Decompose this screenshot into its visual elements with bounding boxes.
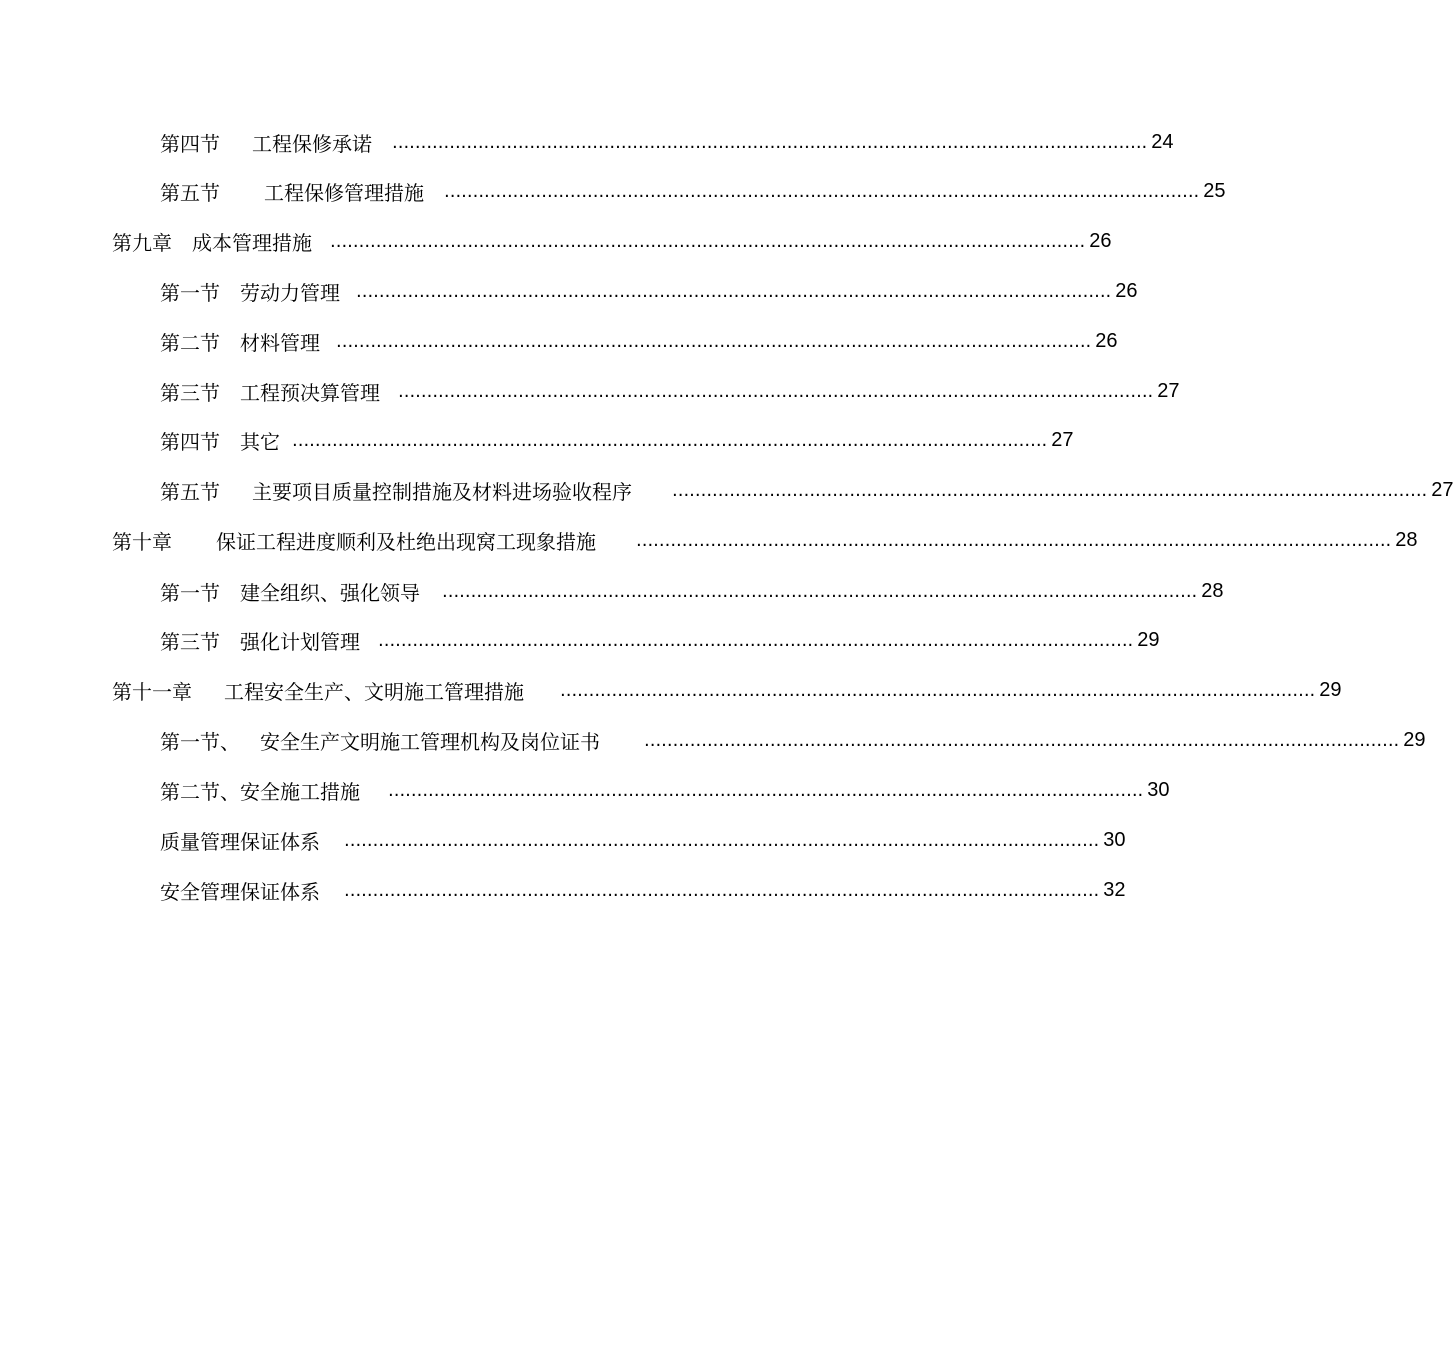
toc-entry-title: 质量管理保证体系 — [160, 829, 320, 854]
toc-entry[interactable] — [160, 627, 1160, 654]
toc-entry[interactable] — [160, 578, 1224, 605]
toc-entry-page: 28 — [1395, 528, 1418, 551]
toc-entry-page: 32 — [1103, 878, 1126, 901]
toc-entry-number: 第一节 — [160, 580, 220, 605]
toc-entry-page: 27 — [1051, 428, 1074, 451]
toc-entry-page: 27 — [1157, 379, 1180, 402]
toc-leader-dots: .................................................................................................................................... — [444, 181, 1200, 202]
toc-entry-title: 安全施工措施 — [240, 779, 360, 804]
toc-leader-dots: .................................................................................................................................... — [356, 281, 1112, 302]
toc-entry-number: 第二节、 — [160, 779, 240, 804]
toc-entry[interactable] — [160, 827, 1126, 854]
toc-entry[interactable] — [112, 228, 1112, 255]
toc-entry[interactable] — [160, 777, 1170, 804]
toc-entry-page: 26 — [1095, 329, 1118, 352]
toc-entry-number: 第三节 — [160, 380, 220, 405]
toc-entry[interactable] — [160, 278, 1138, 305]
toc-leader-dots: .................................................................................................................................... — [292, 430, 1048, 451]
toc-entry-number: 第四节 — [160, 429, 220, 454]
toc-entry-number: 第四节 — [160, 131, 220, 156]
toc-leader-dots: .................................................................................................................................... — [344, 880, 1100, 901]
toc-entry-number: 第十章 — [112, 529, 172, 554]
toc-entry[interactable] — [160, 178, 1226, 205]
toc-entry[interactable] — [160, 129, 1174, 156]
toc-entry-number: 第一节 — [160, 280, 220, 305]
toc-entry-title: 安全生产文明施工管理机构及岗位证书 — [260, 729, 600, 754]
toc-entry-title: 工程保修管理措施 — [264, 180, 424, 205]
toc-entry-title: 材料管理 — [240, 330, 320, 355]
toc-entry-number: 第二节 — [160, 330, 220, 355]
toc-entry-title: 建全组织、强化领导 — [240, 580, 420, 605]
toc-entry-page: 29 — [1137, 628, 1160, 651]
toc-entry-page: 30 — [1147, 778, 1170, 801]
toc-leader-dots: .................................................................................................................................... — [636, 530, 1392, 551]
toc-entry-title: 工程保修承诺 — [252, 131, 372, 156]
toc-leader-dots: .................................................................................................................................... — [644, 730, 1400, 751]
toc-entry-title: 工程预决算管理 — [240, 380, 380, 405]
toc-entry-page: 25 — [1203, 179, 1226, 202]
toc-entry-page: 24 — [1151, 130, 1174, 153]
toc-entry-page: 26 — [1115, 279, 1138, 302]
toc-entry-page: 29 — [1319, 678, 1342, 701]
toc-entry-page: 26 — [1089, 229, 1112, 252]
toc-leader-dots: .................................................................................................................................... — [344, 830, 1100, 851]
toc-entry-number: 第三节 — [160, 629, 220, 654]
toc-entry-title: 成本管理措施 — [192, 230, 312, 255]
toc-entry[interactable] — [160, 877, 1126, 904]
toc-entry[interactable] — [112, 527, 1418, 554]
toc-leader-dots: .................................................................................................................................... — [330, 231, 1086, 252]
toc-entry-page: 27 — [1431, 478, 1454, 501]
toc-entry-number: 第一节、 — [160, 729, 240, 754]
toc-entry[interactable] — [160, 328, 1118, 355]
toc-entry-title: 工程安全生产、文明施工管理措施 — [224, 679, 524, 704]
toc-leader-dots: .................................................................................................................................... — [336, 331, 1092, 352]
toc-leader-dots: .................................................................................................................................... — [672, 480, 1428, 501]
toc-entry-page: 30 — [1103, 828, 1126, 851]
toc-entry-title: 保证工程进度顺利及杜绝出现窝工现象措施 — [216, 529, 596, 554]
toc-entry[interactable] — [160, 427, 1074, 454]
toc-entry-page: 29 — [1403, 728, 1426, 751]
toc-entry-number: 第十一章 — [112, 679, 192, 704]
toc-entry-title: 其它 — [240, 429, 280, 454]
toc-entry-page: 28 — [1201, 579, 1224, 602]
toc-entry-number: 第九章 — [112, 230, 172, 255]
toc-entry[interactable] — [112, 677, 1342, 704]
toc-entry-number: 第五节 — [160, 479, 220, 504]
toc-leader-dots: .................................................................................................................................... — [398, 381, 1154, 402]
toc-entry[interactable] — [160, 378, 1180, 405]
toc-leader-dots: .................................................................................................................................... — [378, 630, 1134, 651]
toc-entry-number: 第五节 — [160, 180, 220, 205]
toc-leader-dots: .................................................................................................................................... — [442, 581, 1198, 602]
toc-entry-title: 劳动力管理 — [240, 280, 340, 305]
toc-entry[interactable] — [160, 477, 1454, 504]
toc-entry-title: 安全管理保证体系 — [160, 879, 320, 904]
toc-entry[interactable] — [160, 727, 1426, 754]
toc-entry-title: 强化计划管理 — [240, 629, 360, 654]
toc-leader-dots: .................................................................................................................................... — [560, 680, 1316, 701]
toc-leader-dots: .................................................................................................................................... — [392, 132, 1148, 153]
toc-leader-dots: .................................................................................................................................... — [388, 780, 1144, 801]
toc-entry-title: 主要项目质量控制措施及材料进场验收程序 — [252, 479, 632, 504]
